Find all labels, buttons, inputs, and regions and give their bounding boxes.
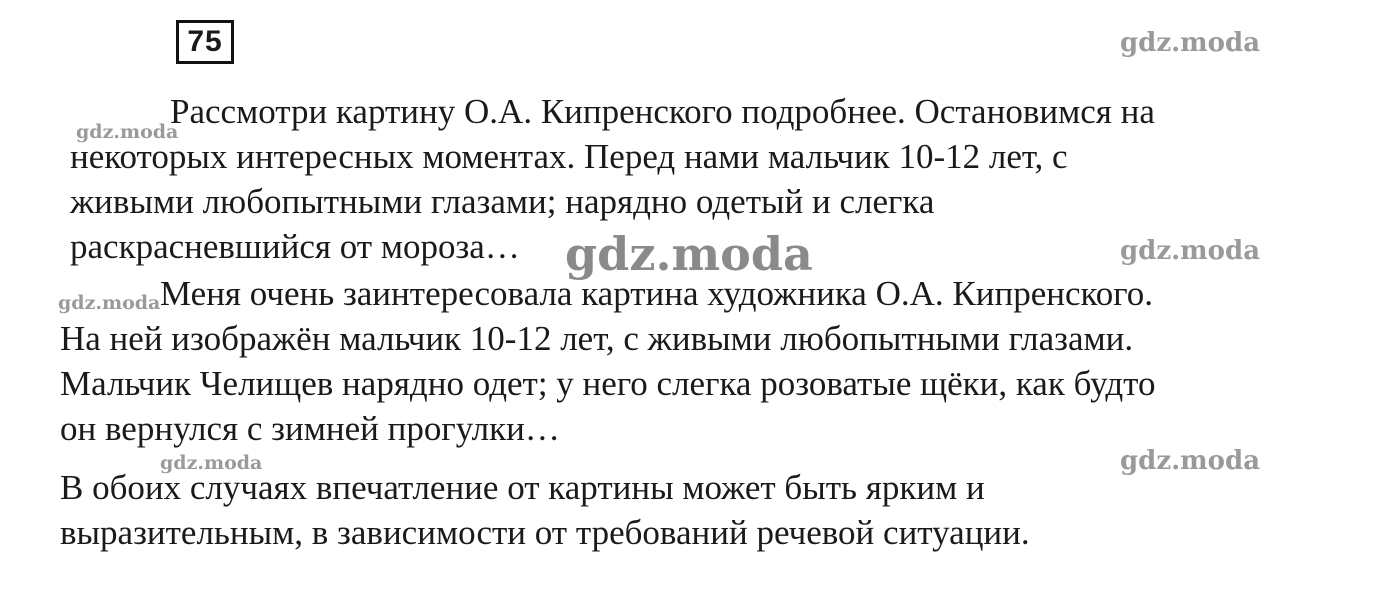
watermark-center-large: gdz.moda: [565, 227, 813, 281]
watermark-left-1: gdz.moda: [76, 121, 179, 143]
watermark-top-right: gdz.moda: [1120, 28, 1261, 58]
paragraph1-line-2: некоторых интересных моментах. Перед нами мальчик 10-12 лет, с: [70, 137, 1068, 176]
watermark-left-2: gdz.moda: [58, 292, 161, 314]
paragraph3-line-2: выразительным, в зависимости от требований речевой ситуации.: [60, 513, 1030, 552]
watermark-right-2: gdz.moda: [1120, 236, 1261, 266]
paragraph2-line-2: На ней изображён мальчик 10-12 лет, с живыми любопытными глазами.: [60, 319, 1134, 358]
paragraph2-line-3: Мальчик Челищев нарядно одет; у него слегка розоватые щёки, как будто: [60, 364, 1156, 403]
watermark-left-3: gdz.moda: [160, 452, 263, 474]
paragraph2-line-1: Меня очень заинтересовала картина художника О.А. Кипренского.: [160, 274, 1153, 313]
exercise-number: 75: [187, 25, 223, 58]
paragraph2-line-4: он вернулся с зимней прогулки…: [60, 409, 560, 448]
watermark-right-3: gdz.moda: [1120, 446, 1261, 476]
paragraph1-line-4: раскрасневшийся от мороза…: [70, 227, 520, 266]
paragraph3-line-1: В обоих случаях впечатление от картины может быть ярким и: [60, 468, 985, 507]
paragraph1-line-3: живыми любопытными глазами; нарядно одетый и слегка: [70, 182, 935, 221]
exercise-number-box: [176, 20, 234, 64]
paragraph1-line-1: Рассмотри картину О.А. Кипренского подробнее. Остановимся на: [170, 92, 1155, 131]
